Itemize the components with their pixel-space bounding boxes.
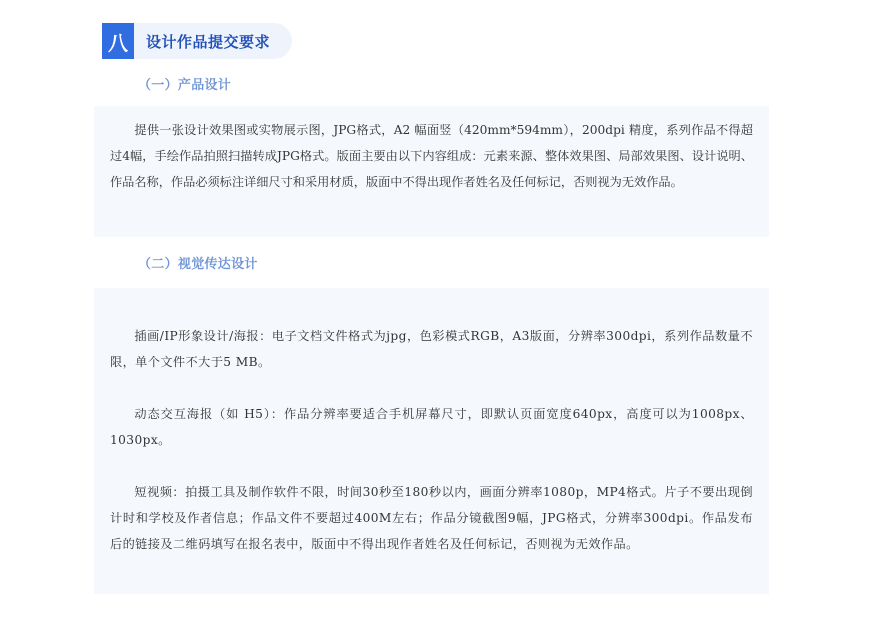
section-title: 设计作品提交要求 <box>134 23 292 59</box>
product-design-content-box <box>94 106 769 237</box>
short-video-paragraph: 短视频：拍摄工具及制作软件不限，时间30秒至180秒以内，画面分辨率1080p，MP4格式。片子不要出现倒计时和学校及作者信息；作品文件不要超过400M左右；作品分镜截图9幅，JPG格式，分辨率300dpi。作品发布后的链接及二维码填写在报名表中，版面中不得出现作者姓名及任何标记，否则视为无效作品。 <box>110 485 753 551</box>
visual-design-content-box <box>94 288 769 594</box>
subsection-heading-product-design: （一）产品设计 <box>138 78 232 93</box>
section-number-badge: 八 <box>102 23 134 59</box>
illustration-poster-paragraph: 插画/IP形象设计/海报：电子文档文件格式为jpg，色彩模式RGB，A3版面，分辨率300dpi，系列作品数量不限，单个文件不大于5 MB。 <box>110 329 753 369</box>
section-header <box>102 22 292 60</box>
subsection-heading-visual-design: （二）视觉传达设计 <box>138 257 258 272</box>
h5-poster-paragraph: 动态交互海报（如 H5）：作品分辨率要适合手机屏幕尺寸，即默认页面宽度640px，高度可以为1008px、1030px。 <box>110 407 753 447</box>
product-design-paragraph: 提供一张设计效果图或实物展示图，JPG格式，A2 幅面竖（420mm*594mm），200dpi 精度，系列作品不得超过4幅，手绘作品拍照扫描转成JPG格式。版面主要由以下内容组成：元素来源、整体效果图、局部效果图、设计说明、作品名称，作品必须标注详细尺寸和采用材质，版面中不得出现作者姓名及任何标记，否则视为无效作品。 <box>110 123 753 189</box>
